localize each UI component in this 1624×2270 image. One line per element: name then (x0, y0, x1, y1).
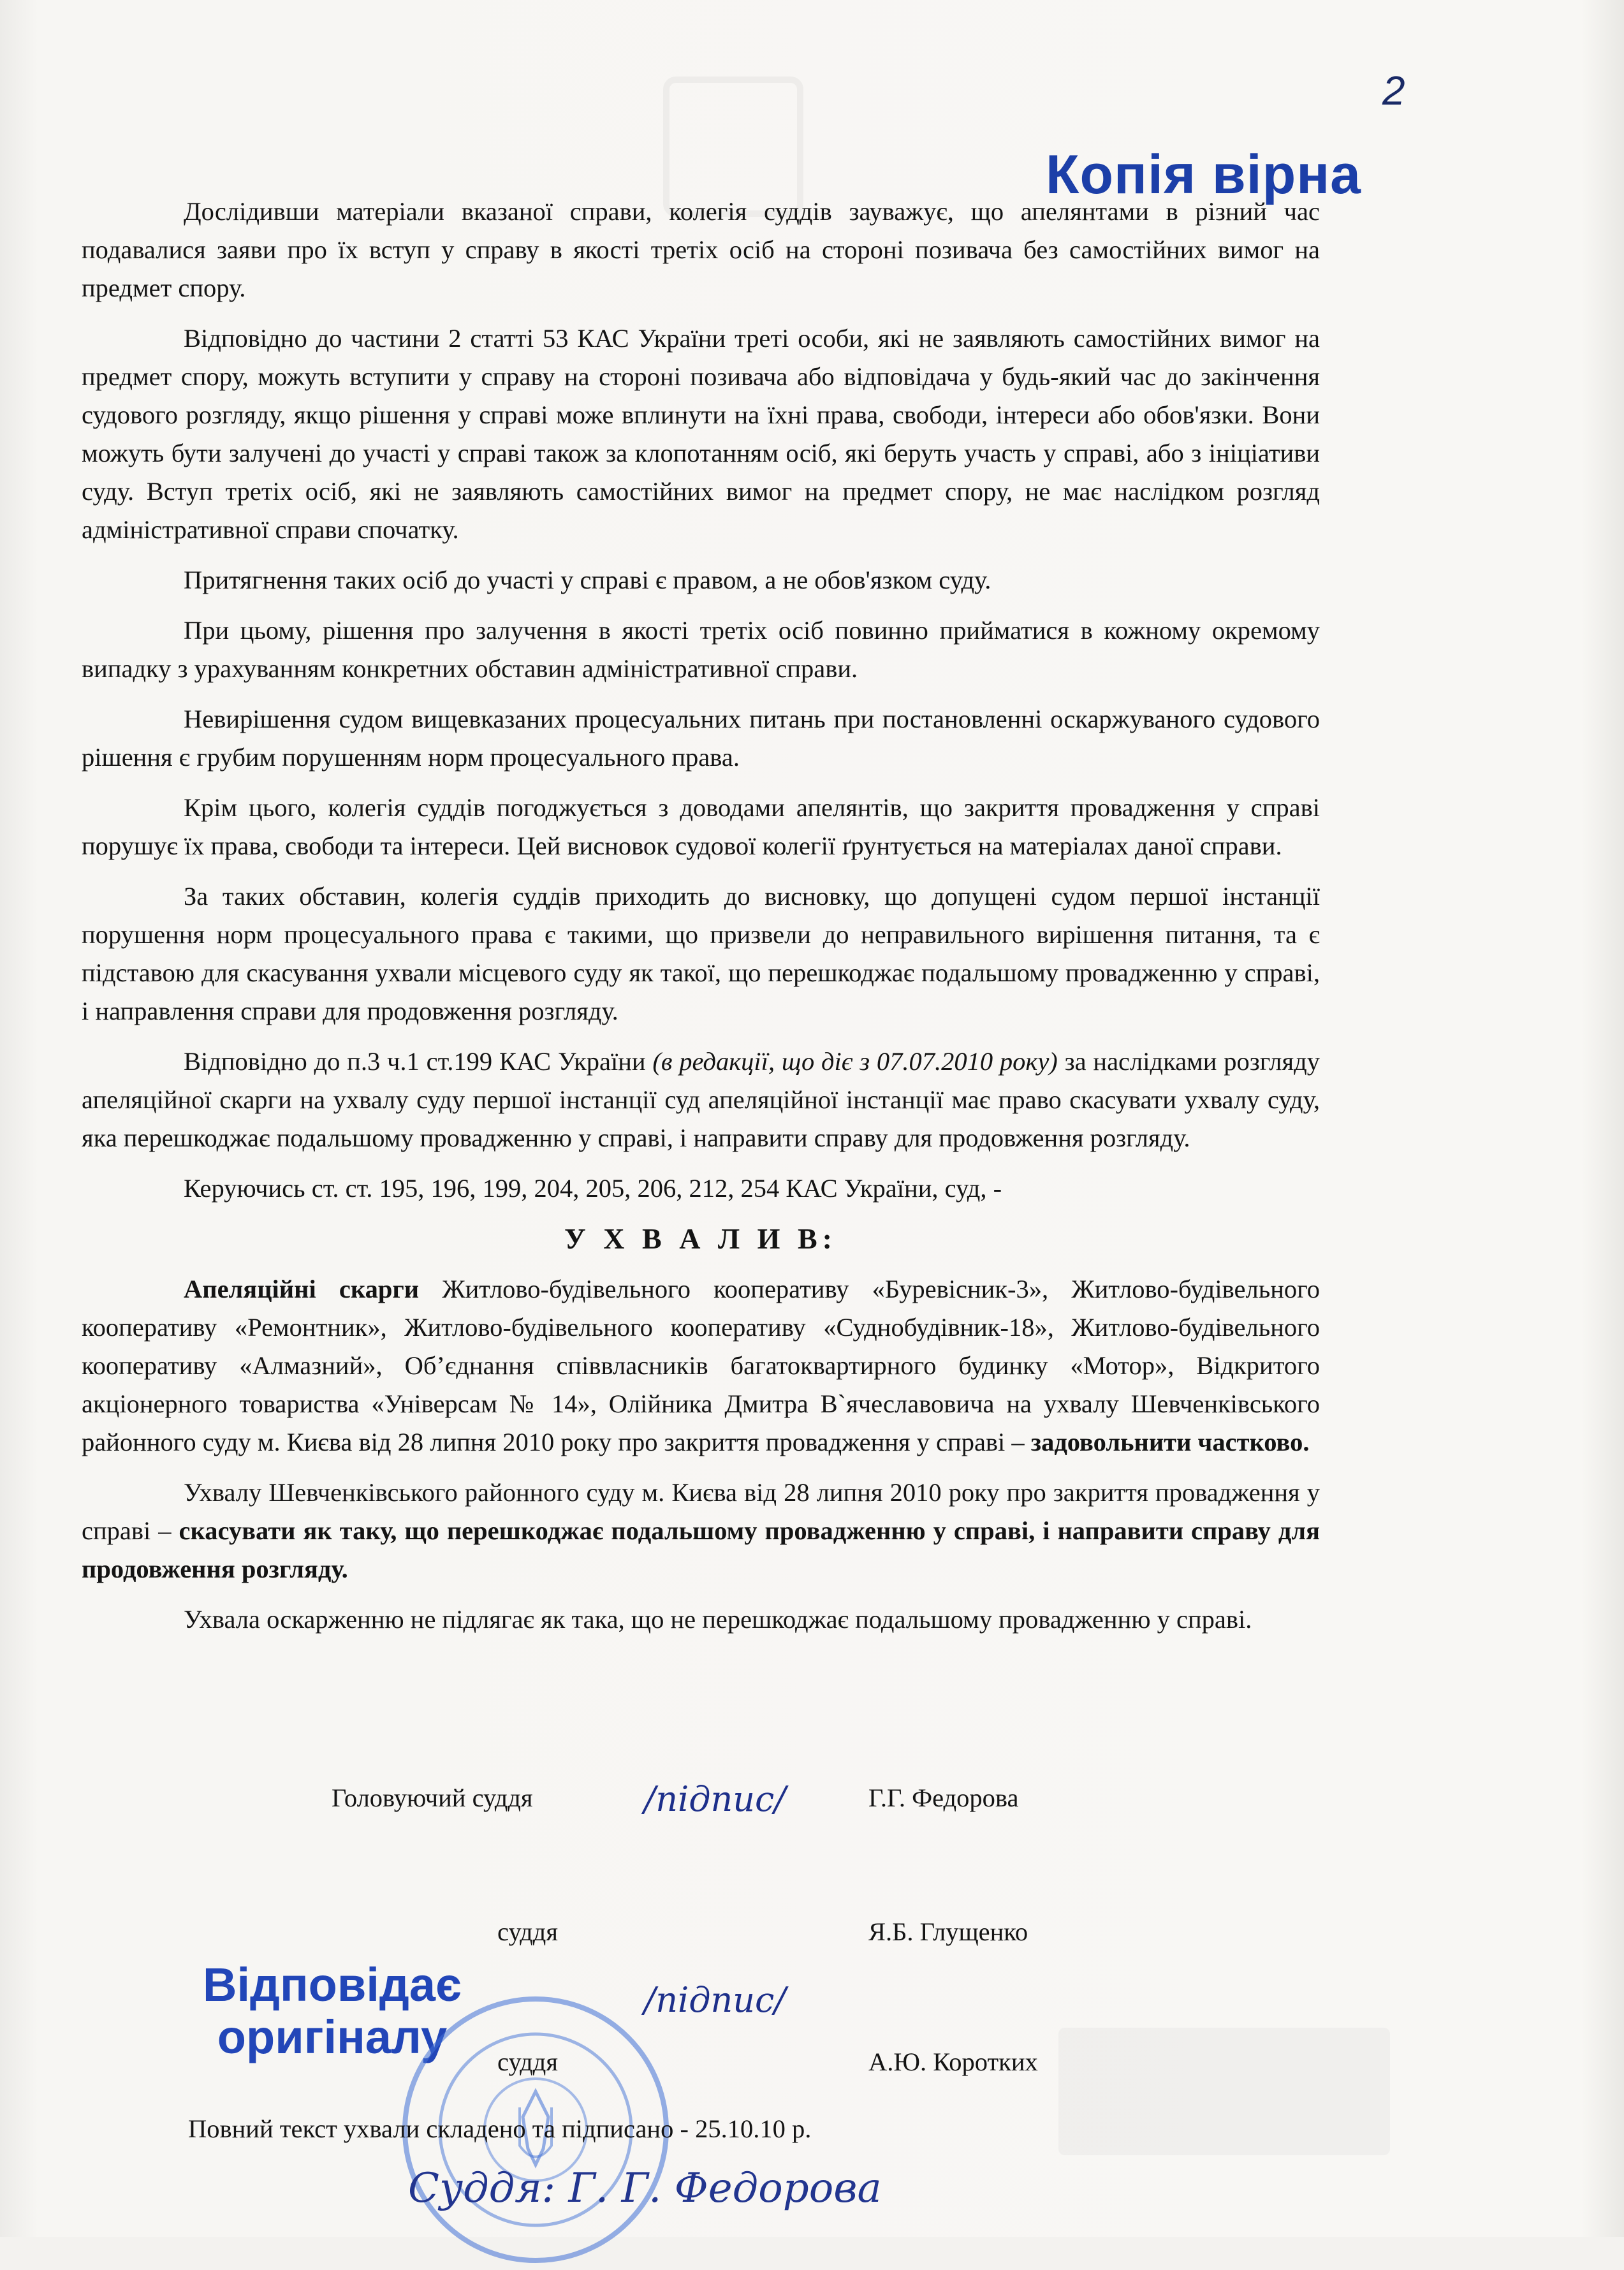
full-text-note: Повний текст ухвали складено та підписано - 25.10.10 р. (188, 2114, 812, 2143)
verdict-item-1 (82, 1270, 1320, 1461)
verdict-1-bold-end: задовольнити частково. (1030, 1428, 1310, 1456)
judge-3-label: суддя (497, 2047, 558, 2076)
presiding-judge-label: Головуючий суддя (332, 1783, 533, 1812)
matches-original-line-1: Відповідає (203, 1958, 462, 2011)
verdict-title: У Х В А Л И В: (564, 1222, 837, 1255)
paragraph-6: Крім цього, колегія суддів погоджується з доводами апелянтів, що закриття провадження у справі порушує їх права, свободи та інтереси. Цей висновок судової колегії ґрунтується на матеріалах даної справи. (82, 793, 1320, 860)
presiding-signature-mark: /підпис/ (644, 1779, 786, 1819)
paragraph-2: Відповідно до частини 2 статті 53 КАС України треті особи, які не заявляють самостійних вимог на предмет спору, можуть вступити у справу на стороні позивача або відповідача у будь-який час до закінчення судового розгляду, якщо рішення у справі може вплинути на їхні права, свободи, інтереси або обов'язки. Вони можуть бути залучені до участі у справі також за клопотанням осіб, які беруть участь у справі, або з ініціативи суду. Вступ третіх осіб, які не заявляють самостійних вимог на предмет спору, не має наслідком розгляд адміністративної справи спочатку. (82, 324, 1320, 544)
paragraph-7: За таких обставин, колегія суддів приходить до висновку, що допущені судом першої інстанції порушення норм процесуального права є такими, що призвели до неправильного вирішення питання, та є підставою для скасування ухвали місцевого суду як такої, що перешкоджає подальшому провадженню у справі, і направлення справи для продовження розгляду. (82, 882, 1320, 1025)
handwritten-certification: Суддя: Г. Г. Федорова (408, 2165, 882, 2212)
verdict-item-2 (82, 1474, 1320, 1588)
verdict-1-middle: Житлово-будівельного кооперативу «Буревісник-3», Житлово-будівельного кооперативу «Ремонтник», Житлово-будівельного кооперативу «Суднобудівник-18», Житлово-будівельного кооперативу «Алмазний», Об’єднання співвласників багатоквартирного будинку «Мотор», Відкритого акціонерного товариства «Універсам № 14», Олійника Дмитра В`ячеславовича на ухвалу Шевченківського районного суду м. Києва від 28 липня 2010 року про закриття провадження у справі – (82, 1275, 1320, 1456)
verdict-1-bold-start: Апеляційні скарги (184, 1275, 420, 1303)
presiding-judge-name: Г.Г. Федорова (868, 1783, 1019, 1812)
paragraph-8-end: за наслідками розгляду апеляційної скарги на ухвалу суду першої інстанції суд апеляційної інстанції має право скасувати ухвалу суду, яка перешкоджає подальшому провадженню у справі, і направити справу для продовження розгляду. (82, 1047, 1320, 1152)
paragraph-8-start: Відповідно до п.3 ч.1 ст.199 КАС України (184, 1047, 653, 1076)
verdict-2-normal: Ухвалу Шевченківського районного суду м. Києва від 28 липня 2010 року про закриття провадження у справі – (82, 1478, 1320, 1545)
document-body (82, 193, 1320, 1651)
paragraph-1: Дослідивши матеріали вказаної справи, колегія суддів зауважує, що апелянтами в різний час подавалися заяви про їх вступ у справу в якості третіх осіб на стороні позивача без самостійних вимог на предмет спору. (82, 197, 1320, 302)
paragraph-8 (82, 1043, 1320, 1157)
judge-3-name: А.Ю. Коротких (868, 2047, 1038, 2076)
paragraph-3: Притягнення таких осіб до участі у справі є правом, а не обов'язком суду. (184, 566, 991, 594)
paragraph-8-italic: (в редакції, що діє з 07.07.2010 року) (652, 1047, 1058, 1076)
guided-by-line: Керуючись ст. ст. 195, 196, 199, 204, 205, 206, 212, 254 КАС України, суд, - (184, 1174, 1002, 1203)
page-number: 2 (1382, 68, 1405, 113)
paragraph-5: Невирішення судом вищевказаних процесуальних питань при постановленні оскаржуваного судового рішення є грубим порушенням норм процесуального права. (82, 705, 1320, 772)
verdict-2-bold: скасувати як таку, що перешкоджає подальшому провадженню у справі, і направити справу для продовження розгляду. (82, 1516, 1320, 1583)
judge-2-name: Я.Б. Глущенко (868, 1917, 1028, 1946)
judge-2-label: суддя (497, 1917, 558, 1946)
verdict-item-3: Ухвала оскарженню не підлягає як така, що не перешкоджає подальшому провадженню у справі. (184, 1605, 1252, 1634)
paragraph-4: При цьому, рішення про залучення в якості третіх осіб повинно прийматися в кожному окремому випадку з урахуванням конкретних обставин адміністративної справи. (82, 616, 1320, 683)
matches-original-line-2: оригіналу (217, 2010, 448, 2063)
judge-3-signature-mark: /підпис/ (644, 1980, 786, 2020)
copy-true-stamp: Копія вірна (1046, 144, 1362, 205)
show-through-stamp (1058, 2028, 1390, 2155)
